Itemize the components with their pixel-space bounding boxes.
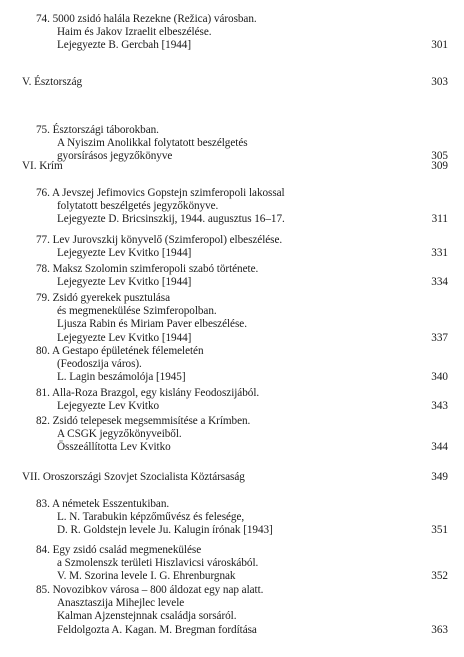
entry-line: és megmenekülése Szimferopolban. [57,305,217,318]
entry-title: 74. 5000 zsidó halála Rezekne (Režica) városban. [36,13,257,25]
section-heading: VII. Oroszországi Szovjet Szocialista Köztársaság [22,471,245,483]
entry-title: 84. Egy zsidó család megmenekülése [36,544,202,556]
entry-line: Lejegyezte B. Gercbah [1944] [57,39,192,52]
page-number: 351 [431,524,448,537]
entry-line: gyorsírásos jegyzőkönyve [57,150,173,163]
page-number: 309 [431,160,448,172]
page-number: 305 [431,150,448,163]
entry-line: A CSGK jegyzőkönyveiből. [57,428,182,441]
entry-line: L. Lagin beszámolója [1945] [57,371,186,384]
entry-line: Feldolgozta A. Kagan. M. Bregman fordítása [57,623,257,636]
entry-title: 85. Novozibkov városa – 800 áldozat egy nap alatt. [36,584,264,596]
entry-line: A Nyiszim Anolikkal folytatott beszélgetés [57,137,248,150]
entry-line: Ljusza Rabin és Miriam Paver elbeszélése. [57,318,247,331]
entry-line: Lejegyezte Lev Kvitko [1944] [57,247,192,260]
entry-line: L. N. Tarabukin képzőművész és felesége, [57,511,245,524]
entry-title: 75. Észtországi táborokban. [36,124,159,136]
entry-title: 78. Maksz Szolomin szimferopoli szabó története. [36,263,259,275]
entry-line: Haim és Jakov Izraelit elbeszélése. [57,26,212,39]
entry-title: 83. A németek Esszentukiban. [36,498,170,510]
page-number: 334 [431,276,448,289]
entry-line: Kalman Ajzenstejnnak családja sorsáról. [57,610,237,623]
entry-line: Lejegyezte Lev Kvitko [1944] [57,331,192,344]
entry-title: 76. A Jevszej Jefimovics Gopstejn szimferopoli lakossal [36,187,285,199]
page-number: 352 [431,570,448,583]
page-number: 349 [431,471,448,483]
entry-line: (Feodoszija város). [57,358,142,371]
page-number: 331 [431,247,448,260]
entry-line: D. R. Goldstejn levele Ju. Kalugin írónak [1943] [57,524,273,537]
entry-line: Lejegyezte Lev Kvitko [57,400,160,413]
section-heading: V. Észtország [22,76,83,88]
page-number: 337 [431,331,448,344]
page-number: 303 [431,76,448,88]
entry-title: 82. Zsidó telepesek megsemmisítése a Krímben. [36,415,251,427]
entry-title: 81. Alla-Roza Brazgol, egy kislány Feodoszijából. [36,387,260,399]
section-heading: VI. Krím [22,160,63,172]
page-number: 343 [431,400,448,413]
entry-line: Lejegyezte D. Bricsinszkij, 1944. augusztus 16–17. [57,213,285,226]
entry-line: V. M. Szorina levele I. G. Ehrenburgnak [57,570,236,583]
entry-line: Összeállította Lev Kvitko [57,441,171,454]
page-number: 311 [431,213,448,226]
entry-line: folytatott beszélgetés jegyzőkönyve. [57,200,219,213]
entry-line: Lejegyezte Lev Kvitko [1944] [57,276,192,289]
page-number: 363 [431,623,448,636]
page-number: 340 [431,371,448,384]
page-number: 301 [431,39,448,52]
entry-title: 77. Lev Jurovszkij könyvelő (Szimferopol) elbeszélése. [36,234,283,246]
page-number: 344 [431,441,448,454]
entry-line: a Szmolenszk területi Hiszlavicsi városkából. [57,557,259,570]
entry-title: 79. Zsidó gyerekek pusztulása [36,292,171,304]
entry-title: 80. A Gestapo épületének félemeletén [36,345,204,357]
entry-line: Anasztaszija Mihejlec levele [57,597,185,610]
